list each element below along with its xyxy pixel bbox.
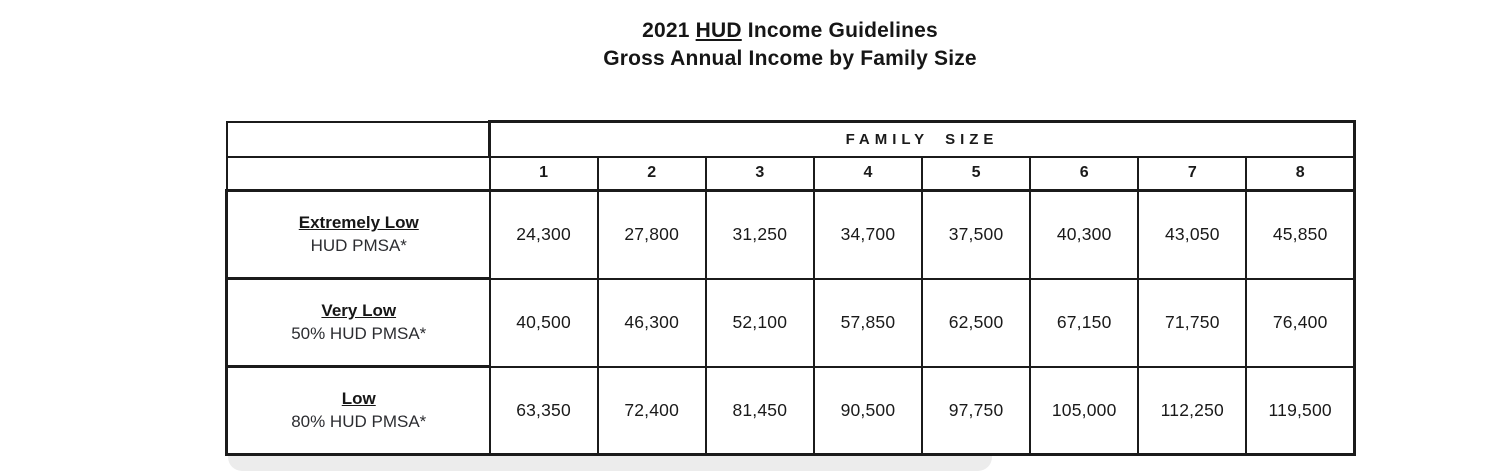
title-hud-underlined: HUD bbox=[695, 19, 742, 42]
table-row-very-low bbox=[227, 279, 1355, 367]
income-value-cell: 105,000 bbox=[1030, 367, 1138, 455]
empty-corner-cell bbox=[227, 157, 490, 191]
column-header-6: 6 bbox=[1030, 157, 1138, 191]
income-value-cell: 37,500 bbox=[922, 191, 1030, 279]
row-label-low bbox=[227, 367, 490, 455]
income-value-cell: 119,500 bbox=[1246, 367, 1354, 455]
income-value-cell: 40,500 bbox=[490, 279, 598, 367]
row-label-subtitle: HUD PMSA* bbox=[310, 236, 407, 255]
income-value-cell: 67,150 bbox=[1030, 279, 1138, 367]
column-header-4: 4 bbox=[814, 157, 922, 191]
row-label-title: Low bbox=[341, 389, 376, 408]
income-value-cell: 63,350 bbox=[490, 367, 598, 455]
row-label-very-low bbox=[227, 279, 490, 367]
income-value-cell: 97,750 bbox=[922, 367, 1030, 455]
table-row-low bbox=[227, 367, 1355, 455]
column-header-2: 2 bbox=[598, 157, 706, 191]
row-label-title: Very Low bbox=[321, 301, 397, 320]
income-value-cell: 24,300 bbox=[490, 191, 598, 279]
income-value-cell: 90,500 bbox=[814, 367, 922, 455]
row-label-subtitle: 80% HUD PMSA* bbox=[291, 412, 427, 431]
title-suffix: Income Guidelines bbox=[747, 19, 938, 42]
income-value-cell: 52,100 bbox=[706, 279, 814, 367]
row-label-extremely-low bbox=[227, 191, 490, 279]
income-value-cell: 31,250 bbox=[706, 191, 814, 279]
column-header-5: 5 bbox=[922, 157, 1030, 191]
title-line-2: Gross Annual Income by Family Size bbox=[603, 46, 977, 70]
income-value-cell: 76,400 bbox=[1246, 279, 1354, 367]
income-value-cell: 57,850 bbox=[814, 279, 922, 367]
row-label-subtitle: 50% HUD PMSA* bbox=[291, 324, 427, 343]
title-year: 2021 bbox=[642, 19, 690, 42]
income-value-cell: 34,700 bbox=[814, 191, 922, 279]
title-line-1 bbox=[225, 17, 1355, 45]
income-value-cell: 46,300 bbox=[598, 279, 706, 367]
empty-corner-cell bbox=[227, 122, 490, 157]
row-label-title: Extremely Low bbox=[298, 213, 419, 232]
income-value-cell: 27,800 bbox=[598, 191, 706, 279]
page-title bbox=[225, 17, 1355, 72]
income-value-cell: 40,300 bbox=[1030, 191, 1138, 279]
income-value-cell: 81,450 bbox=[706, 367, 814, 455]
income-value-cell: 62,500 bbox=[922, 279, 1030, 367]
column-header-7: 7 bbox=[1138, 157, 1246, 191]
family-size-header: FAMILY SIZE bbox=[490, 122, 1355, 157]
income-value-cell: 112,250 bbox=[1138, 367, 1246, 455]
income-value-cell: 71,750 bbox=[1138, 279, 1246, 367]
column-header-3: 3 bbox=[706, 157, 814, 191]
income-value-cell: 43,050 bbox=[1138, 191, 1246, 279]
table-row-extremely-low bbox=[227, 191, 1355, 279]
column-header-8: 8 bbox=[1246, 157, 1354, 191]
income-guidelines-table bbox=[225, 120, 1356, 456]
column-header-1: 1 bbox=[490, 157, 598, 191]
family-size-header-row bbox=[227, 122, 1355, 157]
income-value-cell: 72,400 bbox=[598, 367, 706, 455]
income-value-cell: 45,850 bbox=[1246, 191, 1354, 279]
column-header-row bbox=[227, 157, 1355, 191]
